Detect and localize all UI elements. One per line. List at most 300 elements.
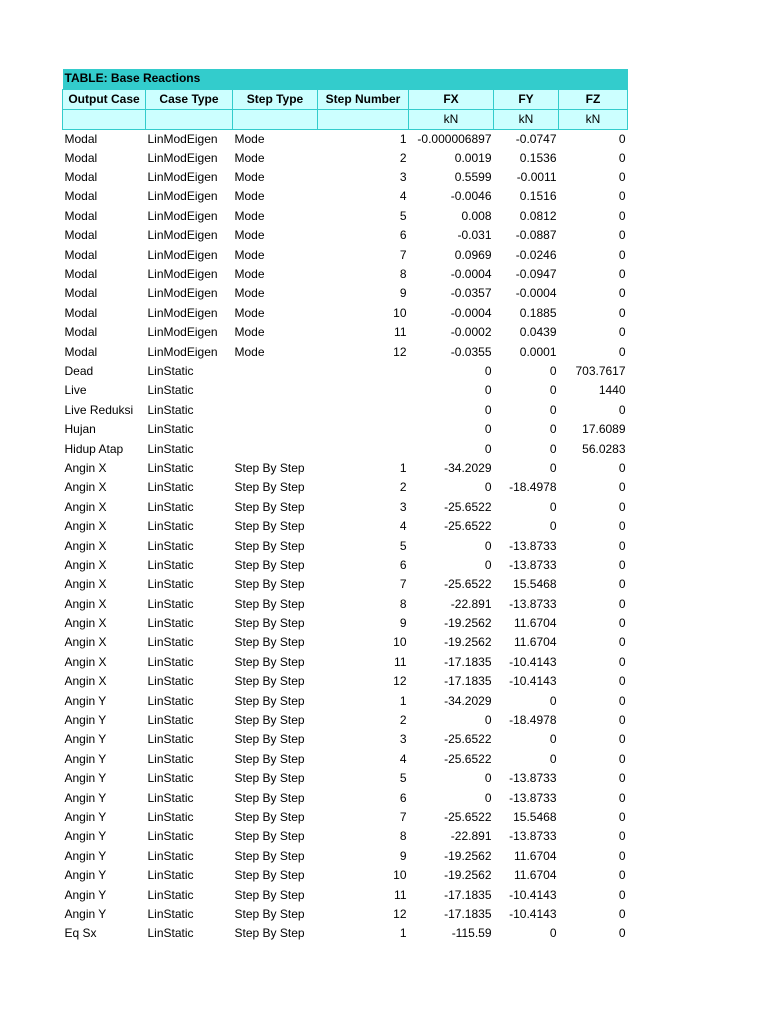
table-row — [63, 575, 628, 594]
cell-case-type: LinModEigen — [147, 208, 218, 223]
cell-fy: 0 — [549, 363, 557, 378]
cell-case-type: LinModEigen — [147, 344, 218, 359]
cell-fy: 0 — [549, 441, 557, 456]
cell-fx: 0 — [484, 363, 492, 378]
cell-fy: 0 — [549, 519, 557, 534]
cell-case-type: LinModEigen — [147, 150, 218, 165]
cell-fx: 0 — [484, 422, 492, 437]
cell-case-type: LinStatic — [147, 577, 194, 592]
cell-case-type: LinStatic — [147, 519, 194, 534]
cell-fx: 0.0019 — [454, 150, 492, 165]
table-row — [63, 149, 628, 168]
table-row — [63, 788, 628, 807]
cell-case-type: LinStatic — [147, 693, 194, 708]
cell-step-type — [233, 362, 318, 381]
table-row — [63, 459, 628, 478]
cell-fx: 0 — [484, 383, 492, 398]
cell-fz: 0 — [618, 344, 626, 359]
cell-fz: 0 — [618, 267, 626, 282]
cell-step-number: 9 — [399, 616, 407, 631]
cell-fy: 11.6704 — [514, 616, 557, 631]
cell-output-case: Modal — [64, 208, 98, 223]
cell-step-type — [233, 439, 318, 458]
cell-step-number: 7 — [399, 809, 407, 824]
cell-step-type: Mode — [234, 170, 265, 185]
table-row — [63, 691, 628, 710]
cell-fx: -0.0357 — [450, 286, 492, 301]
cell-step-number: 12 — [393, 906, 407, 921]
cell-output-case: Modal — [64, 150, 98, 165]
table-title-row — [63, 69, 628, 89]
cell-output-case: Angin X — [64, 480, 107, 495]
cell-case-type: LinStatic — [147, 674, 194, 689]
cell-case-type: LinModEigen — [147, 325, 218, 340]
cell-fx: 0 — [484, 713, 492, 728]
cell-fy: 0 — [549, 499, 557, 514]
cell-fz: 0 — [618, 247, 626, 262]
cell-step-number: 8 — [399, 829, 407, 844]
cell-step-number: 12 — [393, 344, 407, 359]
cell-fz: 0 — [618, 674, 626, 689]
cell-fz: 0 — [618, 693, 626, 708]
cell-output-case: Angin Y — [64, 848, 107, 863]
cell-fy: 0 — [549, 926, 557, 941]
cell-output-case: Modal — [64, 305, 98, 320]
cell-case-type: LinStatic — [147, 887, 194, 902]
cell-output-case: Live Reduksi — [64, 402, 134, 417]
cell-fx: -0.0355 — [450, 344, 492, 359]
cell-output-case: Angin Y — [64, 732, 107, 747]
cell-output-case: Angin X — [64, 577, 107, 592]
cell-case-type: LinStatic — [147, 557, 194, 572]
cell-case-type: LinStatic — [147, 654, 194, 669]
cell-fy: 15.5468 — [513, 809, 557, 824]
table-row — [63, 304, 628, 323]
cell-step-type: Step By Step — [234, 809, 305, 824]
cell-step-type: Mode — [234, 267, 265, 282]
cell-fy: 0 — [549, 383, 557, 398]
cell-output-case: Modal — [64, 267, 98, 282]
cell-fy: -10.4143 — [509, 906, 557, 921]
cell-case-type: LinStatic — [147, 460, 194, 475]
cell-fz: 0 — [618, 635, 626, 650]
cell-fx: -0.0004 — [450, 305, 492, 320]
cell-fz: 0 — [618, 771, 626, 786]
cell-step-number: 1 — [399, 131, 407, 146]
cell-step-type: Mode — [234, 131, 265, 146]
cell-output-case: Live — [64, 383, 87, 398]
cell-step-type: Step By Step — [234, 848, 305, 863]
table-row — [63, 420, 628, 439]
cell-fy: -13.8733 — [509, 596, 557, 611]
cell-fy: 0 — [549, 751, 557, 766]
cell-output-case: Angin X — [64, 519, 107, 534]
table-row — [63, 536, 628, 555]
table-row — [63, 730, 628, 749]
cell-fz: 0 — [618, 751, 626, 766]
cell-case-type: LinStatic — [147, 790, 194, 805]
cell-step-type — [233, 381, 318, 400]
cell-fx: -25.6522 — [444, 732, 492, 747]
cell-output-case: Angin X — [64, 596, 107, 611]
cell-fz: 0 — [618, 538, 626, 553]
cell-step-number: 7 — [399, 247, 407, 262]
cell-fx: -25.6522 — [444, 809, 492, 824]
cell-step-number: 6 — [399, 557, 407, 572]
cell-step-type: Step By Step — [234, 868, 305, 883]
cell-step-type: Step By Step — [234, 616, 305, 631]
cell-case-type: LinStatic — [147, 906, 194, 921]
table-row — [63, 711, 628, 730]
cell-step-number: 4 — [399, 189, 407, 204]
cell-step-type: Mode — [234, 189, 265, 204]
table-row — [63, 827, 628, 846]
cell-fx: 0.0969 — [454, 247, 492, 262]
cell-fx: -17.1835 — [444, 674, 492, 689]
cell-output-case: Angin X — [64, 557, 107, 572]
table-row — [63, 439, 628, 458]
cell-fy: -10.4143 — [509, 654, 557, 669]
cell-case-type: LinStatic — [147, 809, 194, 824]
header-output-case: Output Case — [63, 89, 146, 109]
cell-fz: 0 — [618, 577, 626, 592]
cell-fx: -115.59 — [451, 926, 492, 941]
cell-fz: 0 — [618, 325, 626, 340]
cell-step-type: Step By Step — [234, 460, 305, 475]
table-row — [63, 498, 628, 517]
cell-fz: 0 — [618, 887, 626, 902]
cell-step-number: 1 — [399, 460, 407, 475]
cell-step-number: 11 — [394, 654, 407, 669]
cell-output-case: Modal — [64, 325, 98, 340]
cell-case-type: LinStatic — [147, 402, 194, 417]
cell-step-type: Step By Step — [234, 557, 305, 572]
cell-fx: 0 — [484, 441, 492, 456]
cell-case-type: LinStatic — [147, 848, 194, 863]
cell-fy: 11.6704 — [514, 848, 557, 863]
cell-fx: -17.1835 — [444, 654, 492, 669]
cell-case-type: LinModEigen — [147, 170, 218, 185]
cell-case-type: LinStatic — [147, 441, 194, 456]
cell-fx: -25.6522 — [444, 499, 492, 514]
cell-fy: -13.8733 — [509, 790, 557, 805]
cell-fy: 0.0812 — [519, 208, 557, 223]
table-row — [63, 750, 628, 769]
cell-step-number: 3 — [399, 499, 407, 514]
cell-fy: 0.1885 — [519, 305, 557, 320]
cell-fy: 15.5468 — [513, 577, 557, 592]
cell-fy: -13.8733 — [509, 557, 557, 572]
header-fy: FY — [494, 89, 559, 109]
cell-fy: -0.0011 — [516, 170, 557, 185]
cell-step-number: 9 — [399, 848, 407, 863]
cell-fz: 0 — [618, 189, 626, 204]
cell-case-type: LinStatic — [147, 480, 194, 495]
cell-step-number: 10 — [393, 868, 407, 883]
table-body — [63, 129, 628, 944]
cell-step-number: 1 — [399, 693, 407, 708]
cell-step-number: 2 — [399, 713, 407, 728]
cell-step-type: Step By Step — [234, 654, 305, 669]
cell-fz: 0 — [618, 809, 626, 824]
unit-fz: kN — [559, 109, 628, 129]
cell-fx: -0.0002 — [450, 325, 492, 340]
cell-fy: 0 — [549, 422, 557, 437]
table-row — [63, 362, 628, 381]
cell-fy: 0 — [549, 402, 557, 417]
cell-step-number: 3 — [399, 170, 407, 185]
cell-fy: -18.4978 — [509, 713, 557, 728]
cell-step-type: Step By Step — [234, 577, 305, 592]
table-row — [63, 866, 628, 885]
cell-output-case: Angin Y — [64, 790, 107, 805]
cell-case-type: LinModEigen — [147, 286, 218, 301]
cell-output-case: Eq Sx — [64, 926, 97, 941]
cell-fy: -0.0004 — [515, 286, 557, 301]
cell-step-type: Step By Step — [234, 926, 305, 941]
cell-step-type: Mode — [234, 344, 265, 359]
units-row — [63, 109, 628, 129]
cell-fx: -19.2562 — [444, 616, 492, 631]
cell-step-number: 4 — [399, 751, 407, 766]
cell-fz: 0 — [618, 131, 626, 146]
table-row — [63, 614, 628, 633]
cell-step-type: Mode — [234, 150, 265, 165]
cell-step-type: Step By Step — [234, 732, 305, 747]
unit-output-case — [63, 109, 146, 129]
cell-fz: 0 — [618, 596, 626, 611]
unit-fy: kN — [494, 109, 559, 129]
cell-case-type: LinModEigen — [147, 267, 218, 282]
table-row — [63, 769, 628, 788]
header-case-type: Case Type — [146, 89, 233, 109]
cell-output-case: Angin Y — [64, 887, 107, 902]
cell-step-type: Step By Step — [234, 790, 305, 805]
cell-fz: 0 — [618, 305, 626, 320]
cell-fy: -13.8733 — [509, 771, 557, 786]
table-row — [63, 478, 628, 497]
cell-step-type — [233, 401, 318, 420]
cell-fy: -0.0887 — [515, 228, 557, 243]
cell-step-number — [318, 362, 409, 381]
header-step-number: Step Number — [318, 89, 409, 109]
cell-step-type: Step By Step — [234, 596, 305, 611]
cell-output-case: Angin Y — [64, 771, 107, 786]
cell-fz: 0 — [618, 228, 626, 243]
cell-output-case: Angin X — [64, 538, 107, 553]
cell-fx: -17.1835 — [444, 906, 492, 921]
cell-step-type: Mode — [234, 228, 265, 243]
cell-fz: 17.6089 — [582, 422, 626, 437]
cell-output-case: Angin X — [64, 499, 107, 514]
cell-case-type: LinModEigen — [147, 189, 218, 204]
cell-fy: -0.0246 — [515, 247, 557, 262]
cell-case-type: LinStatic — [147, 868, 194, 883]
table-row — [63, 168, 628, 187]
cell-fz: 0 — [618, 926, 626, 941]
unit-step-number — [318, 109, 409, 129]
table-row — [63, 381, 628, 400]
cell-fx: -34.2029 — [444, 460, 492, 475]
cell-fz: 0 — [618, 557, 626, 572]
cell-fy: -18.4978 — [509, 480, 557, 495]
cell-fz: 0 — [618, 170, 626, 185]
cell-step-number: 10 — [393, 635, 407, 650]
table-row — [63, 245, 628, 264]
cell-step-type: Step By Step — [234, 713, 305, 728]
cell-fy: 0.1516 — [519, 189, 557, 204]
cell-fz: 0 — [618, 713, 626, 728]
cell-step-number: 6 — [399, 228, 407, 243]
cell-step-type: Step By Step — [234, 887, 305, 902]
cell-case-type: LinStatic — [147, 422, 194, 437]
cell-step-number: 9 — [399, 286, 407, 301]
cell-fx: 0 — [484, 480, 492, 495]
cell-step-type: Step By Step — [234, 771, 305, 786]
cell-fx: -25.6522 — [444, 519, 492, 534]
cell-fx: 0.5599 — [454, 170, 492, 185]
table-row — [63, 905, 628, 924]
cell-fy: 11.6704 — [514, 868, 557, 883]
cell-step-number: 8 — [399, 267, 407, 282]
cell-step-type: Mode — [234, 305, 265, 320]
table-row — [63, 885, 628, 904]
cell-output-case: Angin X — [64, 654, 107, 669]
cell-step-number: 5 — [399, 771, 407, 786]
cell-output-case: Angin X — [64, 460, 107, 475]
table-row — [63, 129, 628, 149]
table-row — [63, 187, 628, 206]
base-reactions-table — [62, 69, 628, 944]
cell-output-case: Angin Y — [64, 906, 107, 921]
cell-step-type: Mode — [234, 325, 265, 340]
cell-fy: 0.0001 — [519, 344, 557, 359]
cell-output-case: Modal — [64, 286, 98, 301]
table-row — [63, 323, 628, 342]
header-fx: FX — [409, 89, 494, 109]
cell-step-type: Step By Step — [234, 519, 305, 534]
cell-step-number — [318, 420, 409, 439]
cell-fy: 11.6704 — [514, 635, 557, 650]
cell-step-type: Mode — [234, 247, 265, 262]
cell-step-number: 6 — [399, 790, 407, 805]
table-row — [63, 847, 628, 866]
cell-case-type: LinStatic — [147, 363, 194, 378]
cell-step-type: Step By Step — [234, 674, 305, 689]
cell-fx: -34.2029 — [444, 693, 492, 708]
cell-output-case: Angin Y — [64, 713, 107, 728]
cell-fx: -22.891 — [450, 596, 492, 611]
cell-fx: -19.2562 — [444, 848, 492, 863]
cell-fx: -25.6522 — [444, 751, 492, 766]
cell-case-type: LinStatic — [147, 751, 194, 766]
cell-fz: 0 — [618, 906, 626, 921]
cell-case-type: LinStatic — [147, 926, 194, 941]
cell-step-number: 5 — [399, 208, 407, 223]
cell-fx: 0 — [484, 771, 492, 786]
cell-step-number: 1 — [399, 926, 407, 941]
cell-output-case: Angin Y — [64, 809, 107, 824]
table-row — [63, 226, 628, 245]
cell-fy: 0.1536 — [519, 150, 557, 165]
cell-case-type: LinModEigen — [147, 228, 218, 243]
cell-fx: 0 — [484, 402, 492, 417]
cell-case-type: LinStatic — [147, 383, 194, 398]
cell-case-type: LinModEigen — [147, 247, 218, 262]
cell-step-number: 5 — [399, 538, 407, 553]
cell-step-number: 3 — [399, 732, 407, 747]
cell-step-type: Step By Step — [234, 751, 305, 766]
cell-step-type: Mode — [234, 286, 265, 301]
cell-step-number: 12 — [393, 674, 407, 689]
cell-fy: 0 — [549, 460, 557, 475]
cell-fz: 0 — [618, 654, 626, 669]
cell-case-type: LinStatic — [147, 616, 194, 631]
cell-step-type: Step By Step — [234, 538, 305, 553]
cell-fz: 0 — [618, 460, 626, 475]
unit-step-type — [233, 109, 318, 129]
unit-fx: kN — [409, 109, 494, 129]
cell-output-case: Dead — [64, 363, 94, 378]
cell-output-case: Hujan — [64, 422, 96, 437]
cell-case-type: LinStatic — [147, 732, 194, 747]
cell-case-type: LinModEigen — [147, 305, 218, 320]
cell-fy: -0.0747 — [515, 131, 557, 146]
table-row — [63, 633, 628, 652]
table-row — [63, 653, 628, 672]
unit-case-type — [146, 109, 233, 129]
table-row — [63, 672, 628, 691]
cell-fz: 1440 — [598, 383, 626, 398]
cell-case-type: LinStatic — [147, 713, 194, 728]
table-row — [63, 207, 628, 226]
cell-fz: 0 — [618, 519, 626, 534]
cell-output-case: Modal — [64, 247, 98, 262]
cell-fz: 0 — [618, 208, 626, 223]
cell-step-number — [318, 401, 409, 420]
cell-step-number: 2 — [399, 150, 407, 165]
cell-case-type: LinStatic — [147, 538, 194, 553]
cell-fx: -19.2562 — [444, 635, 492, 650]
cell-fy: -13.8733 — [509, 538, 557, 553]
cell-output-case: Angin X — [64, 635, 107, 650]
cell-fx: -17.1835 — [444, 887, 492, 902]
cell-fz: 0 — [618, 402, 626, 417]
cell-case-type: LinStatic — [147, 596, 194, 611]
cell-fy: -10.4143 — [509, 887, 557, 902]
cell-output-case: Angin Y — [64, 868, 107, 883]
table-row — [63, 401, 628, 420]
cell-fy: 0 — [549, 732, 557, 747]
cell-step-number: 11 — [394, 325, 407, 340]
cell-output-case: Angin Y — [64, 751, 107, 766]
cell-fz: 0 — [618, 829, 626, 844]
cell-fx: 0 — [484, 557, 492, 572]
cell-fz: 0 — [618, 732, 626, 747]
cell-output-case: Modal — [64, 228, 98, 243]
cell-fx: 0.008 — [461, 208, 492, 223]
table-row — [63, 265, 628, 284]
cell-step-type: Step By Step — [234, 693, 305, 708]
cell-fx: -0.0004 — [450, 267, 492, 282]
cell-fx: -0.0046 — [450, 189, 492, 204]
cell-fx: -19.2562 — [444, 868, 492, 883]
cell-output-case: Modal — [64, 131, 98, 146]
cell-step-number: 10 — [393, 305, 407, 320]
cell-step-number: 8 — [399, 596, 407, 611]
cell-fy: 0 — [549, 693, 557, 708]
cell-fz: 56.0283 — [582, 441, 626, 456]
